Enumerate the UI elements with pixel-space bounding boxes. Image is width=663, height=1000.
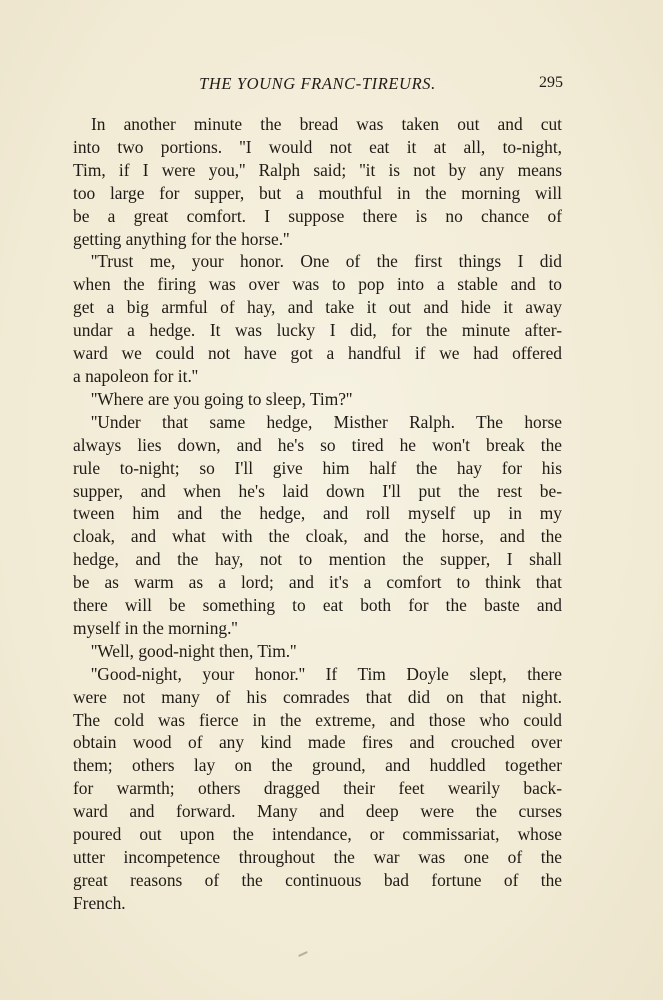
text-line: when the firing was over was to pop into a stable and to xyxy=(73,274,562,295)
text-line: ward and forward. Many and deep were the curses xyxy=(73,801,562,822)
text-line: myself in the morning.'' xyxy=(73,617,238,638)
text-line: ward we could not have got a handful if we had offered xyxy=(73,343,562,364)
text-line: ''Where are you going to sleep, Tim?'' xyxy=(91,388,353,409)
running-title: THE YOUNG FRANC-TIREURS. xyxy=(199,74,436,93)
text-line: poured out upon the intendance, or commissariat, whose xyxy=(73,824,562,845)
text-line: too large for supper, but a mouthful in the morning will xyxy=(73,182,562,203)
text-line: cloak, and what with the cloak, and the horse, and the xyxy=(73,526,562,547)
text-line: tween him and the hedge, and roll myself up in my xyxy=(73,503,562,524)
text-line: The cold was fierce in the extreme, and those who could xyxy=(73,709,562,730)
text-line: be a great comfort. I suppose there is no chance of xyxy=(73,205,562,226)
text-line: rule to-night; so I'll give him half the hay for his xyxy=(73,457,562,478)
text-line: there will be something to eat both for the baste and xyxy=(73,595,562,616)
text-line: always lies down, and he's so tired he won't break the xyxy=(73,434,562,455)
body-text xyxy=(73,113,562,915)
text-line: ''Well, good-night then, Tim.'' xyxy=(91,640,297,661)
text-line: for warmth; others dragged their feet wearily back- xyxy=(73,778,562,799)
text-line: them; others lay on the ground, and huddled together xyxy=(73,755,562,776)
text-line: ''Good-night, your honor.'' If Tim Doyle slept, there xyxy=(91,663,562,684)
text-line: undar a hedge. It was lucky I did, for the minute after- xyxy=(73,320,562,341)
text-line: getting anything for the horse.'' xyxy=(73,228,290,249)
page-number: 295 xyxy=(539,74,563,91)
text-line: were not many of his comrades that did on that night. xyxy=(73,686,562,707)
text-line: Tim, if I were you,'' Ralph said; ''it is not by any means xyxy=(73,159,562,180)
text-line: great reasons of the continuous bad fortune of the xyxy=(73,869,562,890)
text-line: hedge, and the hay, not to mention the supper, I shall xyxy=(73,549,562,570)
text-line: into two portions. ''I would not eat it at all, to-night, xyxy=(73,136,562,157)
text-line: ''Trust me, your honor. One of the first things I did xyxy=(91,251,562,272)
text-line: supper, and when he's laid down I'll put the rest be- xyxy=(73,480,562,501)
text-line: obtain wood of any kind made fires and crouched over xyxy=(73,732,562,753)
text-line: French. xyxy=(73,892,126,913)
text-line: ''Under that same hedge, Misther Ralph. The horse xyxy=(91,411,562,432)
text-line: be as warm as a lord; and it's a comfort to think that xyxy=(73,572,562,593)
running-head xyxy=(72,74,563,96)
text-line: a napoleon for it.'' xyxy=(73,365,199,386)
text-line: get a big armful of hay, and take it out and hide it away xyxy=(73,297,562,318)
text-line: In another minute the bread was taken out and cut xyxy=(91,114,562,134)
text-line: utter incompetence throughout the war was one of the xyxy=(73,847,562,867)
ink-smudge xyxy=(298,951,308,957)
